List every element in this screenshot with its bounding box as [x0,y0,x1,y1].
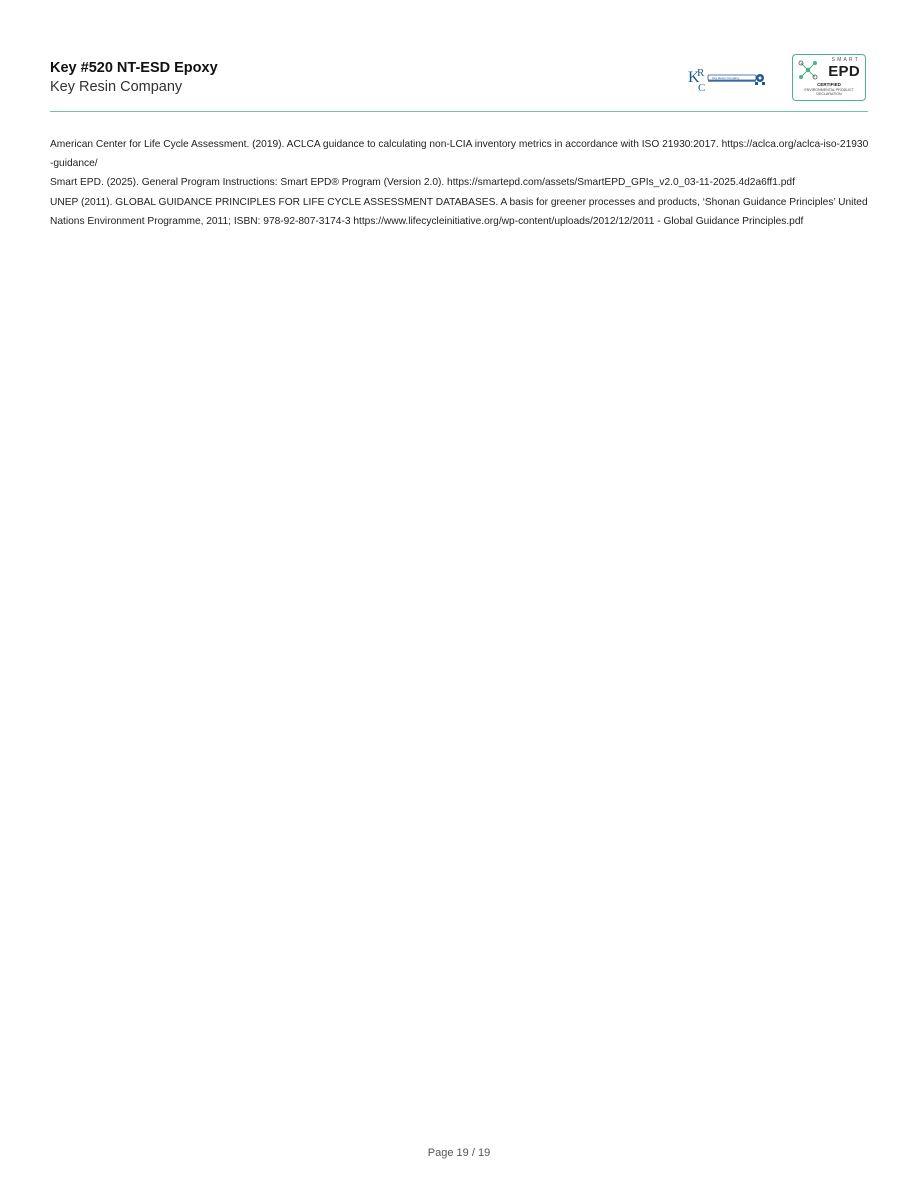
krc-key-logo-icon [688,65,770,93]
document-title: Key #520 NT-ESD Epoxy [50,60,218,76]
page-number: Page 19 / 19 [427,1147,491,1159]
badge-certified-label: CERTIFIED [817,82,841,87]
smart-epd-certified-badge [792,54,866,101]
reference-list [50,135,870,231]
badge-declaration-label: ENVIRONMENTAL PRODUCT DECLARATION [804,88,854,97]
svg-text:C: C [698,82,706,93]
svg-text:R: R [697,67,705,79]
reference-entry: Smart EPD. (2025). General Program Instructions: Smart EPD® Program (Version 2.0). https://smartepd.com/assets/SmartEPD_GPIs_v2.0_03-11-2025.4d2a6ff1.pdf [50,177,795,189]
reference-entry: UNEP (2011). GLOBAL GUIDANCE PRINCIPLES FOR LIFE CYCLE ASSESSMENT DATABASES. A basis for greener processes and products, ‘Shonan Guidance Principles’ United Nations Environment Programme, 2011; ISBN: 978-92-807-3174-3 https://www.lifecycleinitiative.org/wp-content/uploads/2012/12/2011 - Global Guidance Principles.pdf [50,196,868,227]
badge-epd-label: EPD [828,63,860,80]
header-divider [50,111,868,112]
molecule-icon [797,59,819,81]
reference-entry: American Center for Life Cycle Assessment. (2019). ACLCA guidance to calculating non-LCIA inventory metrics in accordance with ISO 21930:2017. https://aclca.org/aclca-iso-21930-guidance/ [50,139,869,170]
svg-text:K: K [688,69,700,86]
krc-tagline: Key Resin Company [712,75,740,80]
badge-smart-label: SMART [831,57,860,63]
company-name: Key Resin Company [50,79,183,95]
